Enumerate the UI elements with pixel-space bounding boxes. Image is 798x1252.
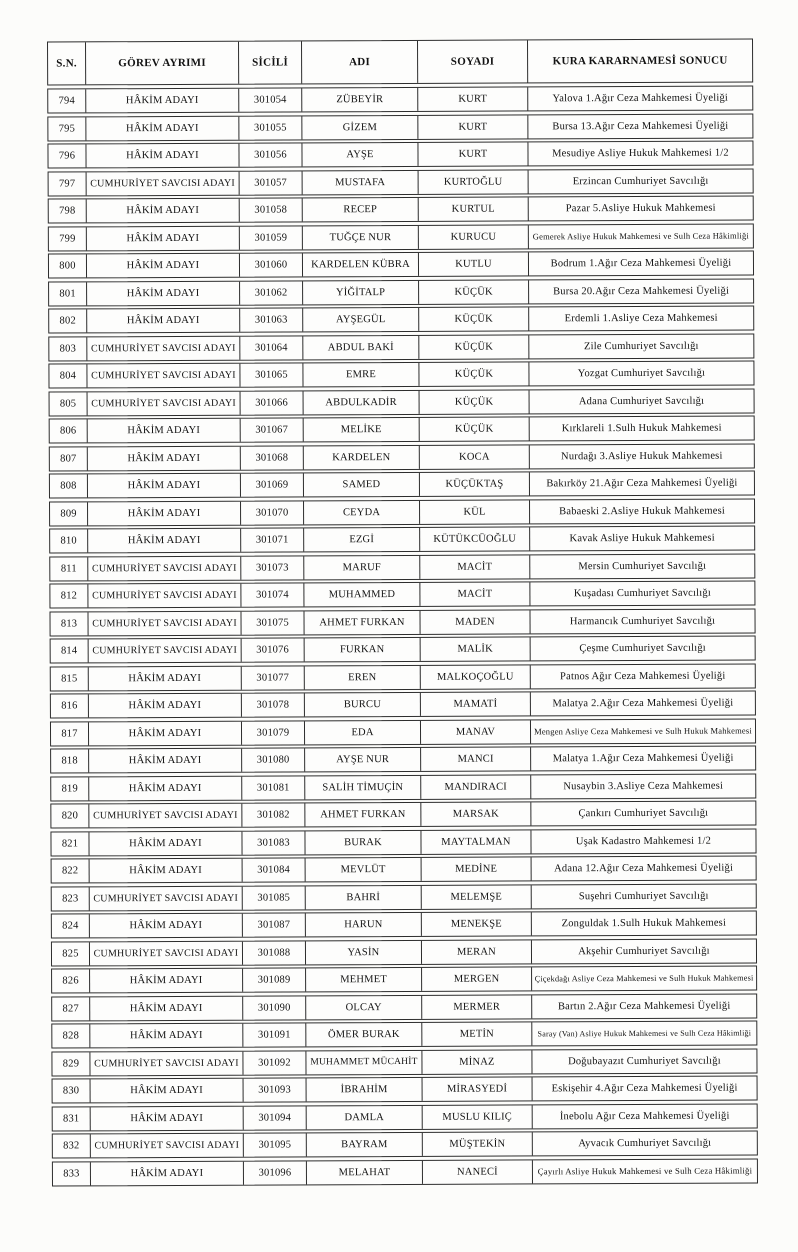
cell-soyadi: KUTLU — [419, 252, 529, 275]
cell-kura-sonucu: Akşehir Cumhuriyet Savcılığı — [578, 945, 710, 957]
table-row — [48, 305, 754, 333]
cell-adi: BURAK — [305, 830, 421, 854]
cell-gorev-ayrimi: CUMHURİYET SAVCISI ADAYI — [89, 639, 242, 663]
table-row — [50, 800, 756, 828]
cell-gorev-ayrimi: HÂKİM ADAYI — [91, 1161, 244, 1185]
cell-adi: MARUF — [304, 555, 420, 579]
cell-adi: BAYRAM — [307, 1133, 423, 1157]
cell-sira-no: 815 — [51, 667, 89, 690]
cell-adi: EZGİ — [304, 528, 420, 552]
cell-soyadi: KURT — [418, 142, 528, 165]
cell-gorev-ayrimi: HÂKİM ADAYI — [91, 1106, 244, 1130]
table-row — [47, 113, 753, 141]
cell-sicil-no: 301094 — [244, 1106, 307, 1129]
cell-gorev-ayrimi: CUMHURİYET SAVCISI ADAYI — [89, 804, 242, 828]
cell-sira-no: 804 — [49, 364, 87, 387]
cell-sicil-no: 301093 — [244, 1078, 307, 1101]
cell-kura-sonucu: Bodrum 1.Ağır Ceza Mahkemesi Üyeliği — [550, 257, 732, 270]
table-row — [51, 965, 757, 993]
cell-soyadi: KÜÇÜK — [420, 417, 530, 440]
cell-kura-sonucu: Çeşme Cumhuriyet Savcılığı — [579, 642, 706, 655]
cell-kura-sonucu: Bursa 20.Ağır Ceza Mahkemesi Üyeliği — [553, 285, 730, 297]
cell-gorev-ayrimi: CUMHURİYET SAVCISI ADAYI — [90, 1051, 243, 1075]
cell-sicil-no: 301095 — [244, 1133, 307, 1156]
column-header-kura-kararnamesi-sonucu: KURA KARARNAMESİ SONUCU — [552, 54, 728, 68]
cell-adi: EREN — [305, 665, 421, 689]
cell-soyadi: MALKOÇOĞLU — [421, 665, 531, 688]
cell-gorev-ayrimi: CUMHURİYET SAVCISI ADAYI — [87, 336, 240, 360]
cell-gorev-ayrimi: HÂKİM ADAYI — [87, 254, 240, 278]
cell-sicil-no: 301054 — [239, 88, 302, 111]
cell-sicil-no: 301089 — [243, 968, 306, 991]
cell-sicil-no: 301074 — [241, 583, 304, 606]
table-body — [47, 85, 758, 1186]
cell-soyadi: MUSLU KILIÇ — [423, 1105, 533, 1128]
cell-soyadi: KÜTÜKCÜOĞLU — [420, 527, 530, 550]
table-row — [47, 140, 753, 168]
cell-kura-sonucu: Patnos Ağır Ceza Mahkemesi Üyeliği — [560, 670, 726, 682]
cell-sira-no: 797 — [49, 172, 87, 195]
cell-sicil-no: 301062 — [240, 281, 303, 304]
column-header-sn: S.N. — [48, 42, 86, 84]
cell-kura-sonucu: Harmancık Cumhuriyet Savcılığı — [569, 615, 716, 627]
cell-soyadi: MERGEN — [422, 967, 532, 990]
table-row — [48, 168, 754, 196]
cell-sicil-no: 301059 — [240, 226, 303, 249]
cell-adi: OLCAY — [306, 995, 422, 1019]
table-row — [48, 333, 754, 361]
cell-gorev-ayrimi: CUMHURİYET SAVCISI ADAYI — [88, 391, 241, 415]
cell-adi: ABDUL BAKİ — [303, 335, 419, 359]
cell-kura-sonucu: Doğubayazıt Cumhuriyet Savcılığı — [568, 1055, 721, 1067]
cell-adi: SALİH TİMUÇİN — [305, 775, 421, 799]
cell-sicil-no: 301063 — [240, 308, 303, 331]
cell-adi: YASİN — [306, 940, 422, 964]
cell-adi: BURCU — [305, 693, 421, 717]
cell-sira-no: 824 — [52, 914, 90, 937]
table-row — [50, 773, 756, 801]
cell-adi: MUHAMMET MÜCAHİT — [306, 1050, 422, 1074]
cell-gorev-ayrimi: HÂKİM ADAYI — [88, 419, 241, 443]
cell-sicil-no: 301090 — [243, 996, 306, 1019]
cell-sira-no: 832 — [53, 1134, 91, 1157]
cell-soyadi: KÜL — [420, 500, 530, 523]
cell-kura-sonucu: İnebolu Ağır Ceza Mahkemesi Üyeliği — [559, 1110, 730, 1122]
cell-adi: HARUN — [306, 913, 422, 937]
cell-soyadi: MENEKŞE — [422, 912, 532, 935]
cell-soyadi: MANDIRACI — [421, 775, 531, 798]
table-header-row — [47, 38, 753, 85]
table-row — [51, 883, 757, 911]
cell-kura-sonucu: Çiçekdağı Asliye Ceza Mahkemesi ve Sulh Hukuk Mahkemesi — [534, 973, 754, 984]
table-row — [49, 498, 755, 526]
table-row — [49, 443, 755, 471]
cell-adi: AHMET FURKAN — [305, 803, 421, 827]
table-row — [49, 525, 755, 553]
cell-soyadi: KÜÇÜK — [419, 362, 529, 385]
cell-sira-no: 806 — [50, 419, 88, 442]
cell-sicil-no: 301067 — [241, 418, 304, 441]
cell-sira-no: 814 — [51, 639, 89, 662]
cell-soyadi: MAYTALMAN — [421, 830, 531, 853]
cell-kura-sonucu: Ayvacık Cumhuriyet Savcılığı — [578, 1137, 712, 1150]
cell-sicil-no: 301055 — [239, 116, 302, 139]
cell-sicil-no: 301066 — [241, 391, 304, 414]
cell-kura-sonucu: Erzincan Cumhuriyet Savcılığı — [572, 175, 709, 187]
cell-adi: MUSTAFA — [303, 170, 419, 194]
cell-kura-sonucu: Nurdağı 3.Asliye Hukuk Mahkemesi — [561, 450, 723, 462]
cell-adi: EMRE — [303, 363, 419, 387]
cell-gorev-ayrimi: HÂKİM ADAYI — [86, 116, 239, 140]
table-row — [50, 690, 756, 718]
assignment-lottery-table — [47, 38, 758, 1188]
cell-sicil-no: 301069 — [241, 473, 304, 496]
cell-sicil-no: 301087 — [243, 913, 306, 936]
cell-soyadi: KÜÇÜK — [420, 390, 530, 413]
cell-adi: CEYDA — [304, 500, 420, 524]
table-row — [49, 608, 755, 636]
cell-sicil-no: 301065 — [240, 363, 303, 386]
cell-soyadi: KÜÇÜKTAŞ — [420, 472, 530, 495]
table-row — [51, 1020, 757, 1048]
cell-sicil-no: 301091 — [243, 1023, 306, 1046]
cell-kura-sonucu: Malatya 2.Ağır Ceza Mahkemesi Üyeliği — [552, 697, 734, 710]
cell-adi: YİĞİTALP — [303, 280, 419, 304]
table-row — [50, 828, 756, 856]
cell-kura-sonucu: Babaeski 2.Asliye Hukuk Mahkemesi — [559, 505, 725, 517]
cell-sira-no: 810 — [50, 529, 88, 552]
cell-sicil-no: 301057 — [240, 171, 303, 194]
cell-gorev-ayrimi: HÂKİM ADAYI — [89, 776, 242, 800]
cell-kura-sonucu: Kuşadası Cumhuriyet Savcılığı — [573, 587, 711, 600]
column-header-sicili: SİCİLİ — [239, 41, 302, 83]
cell-sira-no: 827 — [52, 997, 90, 1020]
cell-kura-sonucu: Uşak Kadastro Mahkemesi 1/2 — [575, 835, 712, 847]
cell-gorev-ayrimi: HÂKİM ADAYI — [89, 666, 242, 690]
cell-sira-no: 798 — [49, 199, 87, 222]
cell-adi: FURKAN — [305, 638, 421, 662]
cell-adi: İBRAHİM — [307, 1078, 423, 1102]
cell-kura-sonucu: Bakırköy 21.Ağır Ceza Mahkemesi Üyeliği — [546, 477, 738, 490]
cell-kura-sonucu: Kırklareli 1.Sulh Hukuk Mahkemesi — [561, 422, 722, 435]
cell-sira-no: 822 — [52, 859, 90, 882]
cell-kura-sonucu: Zile Cumhuriyet Savcılığı — [583, 340, 699, 352]
cell-kura-sonucu: Malatya 1.Ağır Ceza Mahkemesi Üyeliği — [552, 752, 734, 765]
cell-kura-sonucu: Zonguldak 1.Sulh Hukuk Mahkemesi — [561, 917, 727, 930]
table-row — [48, 195, 754, 223]
cell-sicil-no: 301080 — [242, 748, 305, 771]
cell-sicil-no: 301082 — [242, 803, 305, 826]
cell-soyadi: MALİK — [421, 637, 531, 660]
cell-sira-no: 795 — [48, 117, 86, 140]
cell-sira-no: 818 — [51, 749, 89, 772]
cell-soyadi: MANCI — [421, 747, 531, 770]
cell-sira-no: 831 — [53, 1107, 91, 1130]
cell-sicil-no: 301083 — [242, 831, 305, 854]
table-row — [50, 745, 756, 773]
table-row — [51, 910, 757, 938]
cell-soyadi: KÜÇÜK — [419, 335, 529, 358]
cell-gorev-ayrimi: HÂKİM ADAYI — [88, 501, 241, 525]
cell-sira-no: 817 — [51, 722, 89, 745]
cell-gorev-ayrimi: CUMHURİYET SAVCISI ADAYI — [91, 1134, 244, 1158]
cell-adi: MELİKE — [304, 418, 420, 442]
cell-adi: ZÜBEYİR — [302, 88, 418, 112]
cell-sicil-no: 301070 — [241, 501, 304, 524]
cell-soyadi: MERAN — [422, 940, 532, 963]
cell-soyadi: KURUCU — [419, 225, 529, 248]
cell-sicil-no: 301088 — [243, 941, 306, 964]
cell-soyadi: MÜŞTEKİN — [423, 1132, 533, 1155]
cell-gorev-ayrimi: HÂKİM ADAYI — [89, 721, 242, 745]
cell-gorev-ayrimi: HÂKİM ADAYI — [89, 831, 242, 855]
cell-sicil-no: 301084 — [243, 858, 306, 881]
cell-adi: KARDELEN KÜBRA — [303, 253, 419, 277]
cell-kura-sonucu: Adana Cumhuriyet Savcılığı — [578, 395, 705, 407]
cell-sira-no: 825 — [52, 942, 90, 965]
cell-sira-no: 794 — [48, 89, 86, 112]
cell-soyadi: MERMER — [422, 995, 532, 1018]
cell-sicil-no: 301076 — [242, 638, 305, 661]
cell-sira-no: 802 — [49, 309, 87, 332]
cell-sicil-no: 301073 — [241, 556, 304, 579]
cell-gorev-ayrimi: HÂKİM ADAYI — [91, 1079, 244, 1103]
cell-gorev-ayrimi: CUMHURİYET SAVCISI ADAYI — [90, 941, 243, 965]
cell-soyadi: MADEN — [420, 610, 530, 633]
cell-kura-sonucu: Saray (Van) Asliye Hukuk Mahkemesi ve Sulh Ceza Hâkimliği — [537, 1028, 752, 1039]
cell-adi: AYŞE — [302, 143, 418, 167]
cell-sira-no: 808 — [50, 474, 88, 497]
cell-gorev-ayrimi: HÂKİM ADAYI — [87, 226, 240, 250]
cell-kura-sonucu: Eskişehir 4.Ağır Ceza Mahkemesi Üyeliği — [551, 1082, 738, 1095]
cell-kura-sonucu: Çayırlı Asliye Hukuk Mahkemesi ve Sulh Ceza Hâkimliği — [537, 1165, 753, 1177]
table-row — [48, 278, 754, 306]
cell-kura-sonucu: Suşehri Cumhuriyet Savcılığı — [578, 890, 709, 902]
cell-soyadi: MACİT — [420, 582, 530, 605]
column-header-adi: ADI — [302, 41, 418, 84]
cell-gorev-ayrimi: HÂKİM ADAYI — [90, 914, 243, 938]
table-row — [49, 553, 755, 581]
column-header-soyadi: SOYADI — [418, 40, 528, 82]
cell-soyadi: NANECİ — [423, 1160, 533, 1183]
cell-adi: EDA — [305, 720, 421, 744]
table-row — [47, 85, 753, 113]
cell-gorev-ayrimi: HÂKİM ADAYI — [88, 529, 241, 553]
cell-soyadi: METİN — [422, 1022, 532, 1045]
cell-sira-no: 820 — [51, 804, 89, 827]
cell-sira-no: 823 — [52, 887, 90, 910]
table-row — [49, 415, 755, 443]
table-row — [48, 223, 754, 251]
cell-sicil-no: 301081 — [242, 776, 305, 799]
cell-soyadi: MARSAK — [421, 802, 531, 825]
cell-gorev-ayrimi: HÂKİM ADAYI — [90, 859, 243, 883]
cell-soyadi: KURTOĞLU — [419, 170, 529, 193]
cell-kura-sonucu: Mesudiye Asliye Hukuk Mahkemesi 1/2 — [552, 147, 729, 160]
cell-gorev-ayrimi: HÂKİM ADAYI — [90, 1024, 243, 1048]
cell-kura-sonucu: Çankırı Cumhuriyet Savcılığı — [578, 807, 709, 820]
cell-sicil-no: 301064 — [240, 336, 303, 359]
cell-kura-sonucu: Erdemli 1.Asliye Ceza Mahkemesi — [564, 312, 718, 325]
cell-sicil-no: 301058 — [240, 198, 303, 221]
cell-gorev-ayrimi: HÂKİM ADAYI — [86, 89, 239, 113]
cell-adi: AYŞEGÜL — [303, 308, 419, 332]
cell-sira-no: 829 — [52, 1052, 90, 1075]
cell-adi: KARDELEN — [304, 445, 420, 469]
cell-gorev-ayrimi: CUMHURİYET SAVCISI ADAYI — [90, 886, 243, 910]
cell-soyadi: KURT — [418, 115, 528, 138]
cell-adi: ABDULKADİR — [304, 390, 420, 414]
cell-sira-no: 816 — [51, 694, 89, 717]
cell-kura-sonucu: Bartın 2.Ağır Ceza Mahkemesi Üyeliği — [557, 1000, 731, 1012]
cell-soyadi: KÜÇÜK — [419, 280, 529, 303]
cell-sicil-no: 301092 — [243, 1051, 306, 1074]
cell-gorev-ayrimi: CUMHURİYET SAVCISI ADAYI — [88, 611, 241, 635]
cell-adi: MEHMET — [306, 968, 422, 992]
cell-gorev-ayrimi: HÂKİM ADAYI — [90, 969, 243, 993]
cell-sicil-no: 301060 — [240, 253, 303, 276]
cell-gorev-ayrimi: HÂKİM ADAYI — [86, 144, 239, 168]
cell-sira-no: 826 — [52, 969, 90, 992]
cell-gorev-ayrimi: CUMHURİYET SAVCISI ADAYI — [87, 171, 240, 195]
cell-soyadi: MAMATİ — [421, 692, 531, 715]
table-row — [49, 470, 755, 498]
cell-sira-no: 805 — [50, 392, 88, 415]
cell-soyadi: KURT — [418, 87, 528, 110]
cell-sira-no: 807 — [50, 447, 88, 470]
cell-sira-no: 813 — [50, 612, 88, 635]
cell-sira-no: 828 — [52, 1024, 90, 1047]
cell-soyadi: KURTUL — [419, 197, 529, 220]
cell-sira-no: 821 — [51, 832, 89, 855]
cell-kura-sonucu: Adana 12.Ağır Ceza Mahkemesi Üyeliği — [554, 862, 734, 875]
table-row — [52, 1075, 758, 1103]
cell-kura-sonucu: Gemerek Asliye Hukuk Mahkemesi ve Sulh Ceza Hâkimliği — [532, 230, 749, 242]
table-row — [52, 1130, 758, 1158]
cell-adi: MEVLÜT — [306, 858, 422, 882]
table-row — [48, 360, 754, 388]
table-row — [52, 1103, 758, 1131]
cell-sira-no: 803 — [49, 337, 87, 360]
cell-soyadi: MACİT — [420, 555, 530, 578]
cell-kura-sonucu: Mersin Cumhuriyet Savcılığı — [578, 560, 707, 572]
cell-sicil-no: 301077 — [242, 666, 305, 689]
cell-sicil-no: 301078 — [242, 693, 305, 716]
cell-kura-sonucu: Kavak Asliye Hukuk Mahkemesi — [569, 532, 715, 545]
table-row — [50, 635, 756, 663]
cell-sira-no: 819 — [51, 777, 89, 800]
table-row — [50, 718, 756, 746]
cell-soyadi: MİNAZ — [422, 1050, 532, 1073]
cell-soyadi: MELEMŞE — [422, 885, 532, 908]
cell-sicil-no: 301096 — [244, 1161, 307, 1184]
cell-gorev-ayrimi: CUMHURİYET SAVCISI ADAYI — [88, 556, 241, 580]
cell-sicil-no: 301079 — [242, 721, 305, 744]
cell-sira-no: 801 — [49, 282, 87, 305]
cell-adi: RECEP — [303, 198, 419, 222]
cell-sicil-no: 301075 — [241, 611, 304, 634]
cell-sira-no: 811 — [50, 557, 88, 580]
cell-gorev-ayrimi: HÂKİM ADAYI — [90, 996, 243, 1020]
cell-adi: ÖMER BURAK — [306, 1023, 422, 1047]
cell-sira-no: 809 — [50, 502, 88, 525]
table-row — [49, 580, 755, 608]
cell-gorev-ayrimi: HÂKİM ADAYI — [88, 446, 241, 470]
table-row — [52, 1158, 758, 1186]
cell-kura-sonucu: Pazar 5.Asliye Hukuk Mahkemesi — [565, 202, 716, 215]
cell-kura-sonucu: Yozgat Cumhuriyet Savcılığı — [577, 367, 706, 380]
cell-gorev-ayrimi: HÂKİM ADAYI — [89, 694, 242, 718]
table-row — [50, 663, 756, 691]
cell-adi: SAMED — [304, 473, 420, 497]
table-row — [51, 855, 757, 883]
cell-kura-sonucu: Bursa 13.Ağır Ceza Mahkemesi Üyeliği — [552, 120, 729, 132]
cell-sira-no: 800 — [49, 254, 87, 277]
cell-adi: AYŞE NUR — [305, 748, 421, 772]
table-row — [51, 993, 757, 1021]
cell-soyadi: KÜÇÜK — [419, 307, 529, 330]
cell-sira-no: 833 — [53, 1162, 91, 1185]
cell-soyadi: MEDİNE — [422, 857, 532, 880]
cell-sira-no: 830 — [53, 1079, 91, 1102]
cell-soyadi: KOCA — [420, 445, 530, 468]
table-row — [51, 938, 757, 966]
cell-adi: MUHAMMED — [304, 583, 420, 607]
cell-gorev-ayrimi: HÂKİM ADAYI — [87, 199, 240, 223]
cell-gorev-ayrimi: HÂKİM ADAYI — [88, 474, 241, 498]
cell-gorev-ayrimi: CUMHURİYET SAVCISI ADAYI — [87, 364, 240, 388]
cell-sicil-no: 301056 — [239, 143, 302, 166]
cell-adi: BAHRİ — [306, 885, 422, 909]
cell-adi: TUĞÇE NUR — [303, 225, 419, 249]
cell-sicil-no: 301068 — [241, 446, 304, 469]
cell-gorev-ayrimi: CUMHURİYET SAVCISI ADAYI — [88, 584, 241, 608]
table-row — [48, 250, 754, 278]
cell-adi: AHMET FURKAN — [304, 610, 420, 634]
cell-kura-sonucu: Nusaybin 3.Asliye Ceza Mahkemesi — [563, 780, 724, 792]
cell-gorev-ayrimi: HÂKİM ADAYI — [89, 749, 242, 773]
cell-kura-sonucu: Yalova 1.Ağır Ceza Mahkemesi Üyeliği — [552, 92, 729, 105]
cell-gorev-ayrimi: HÂKİM ADAYI — [87, 281, 240, 305]
cell-sicil-no: 301085 — [243, 886, 306, 909]
cell-gorev-ayrimi: HÂKİM ADAYI — [87, 309, 240, 333]
cell-sicil-no: 301071 — [241, 528, 304, 551]
table-row — [49, 388, 755, 416]
cell-soyadi: MİRASYEDİ — [423, 1077, 533, 1100]
cell-adi: DAMLA — [307, 1105, 423, 1129]
cell-sira-no: 812 — [50, 584, 88, 607]
cell-sira-no: 799 — [49, 227, 87, 250]
cell-adi: MELAHAT — [307, 1160, 423, 1184]
cell-kura-sonucu: Mengen Asliye Ceza Mahkemesi ve Sulh Hukuk Mahkemesi — [534, 725, 752, 737]
table-row — [51, 1048, 757, 1076]
cell-sira-no: 796 — [48, 144, 86, 167]
cell-soyadi: MANAV — [421, 720, 531, 743]
cell-adi: GİZEM — [302, 115, 418, 139]
column-header-gorev-ayrimi: GÖREV AYRIMI — [86, 42, 239, 85]
